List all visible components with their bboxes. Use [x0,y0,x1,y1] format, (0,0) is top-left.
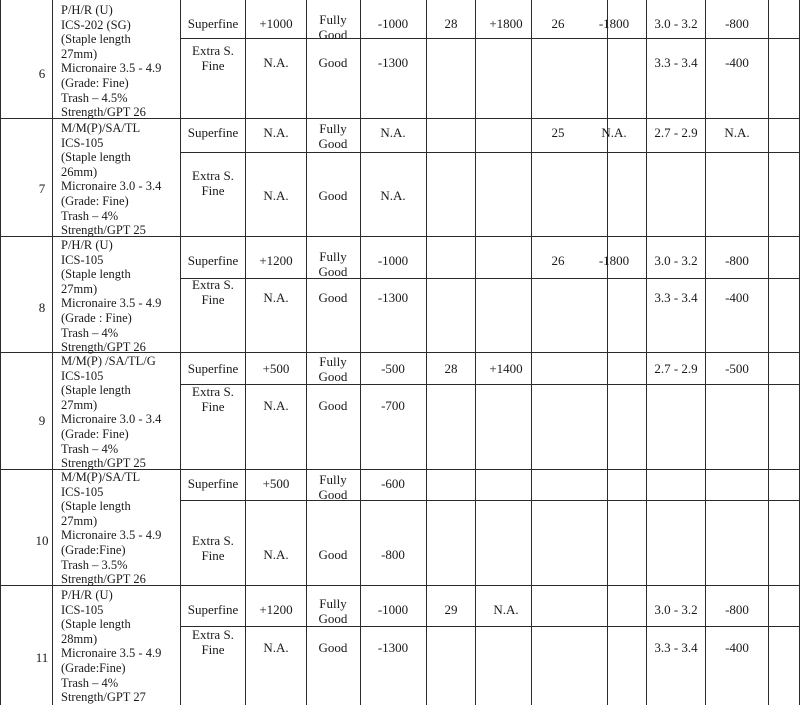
grade-label-extra-fine: Fine [201,183,225,198]
value-v2: -800 [381,547,405,562]
cotton-spec-line: 26mm) [61,164,98,179]
cotton-spec-line: (Grade: Fine) [61,427,129,441]
value-v2: -1000 [377,253,409,268]
value-v2: -700 [381,398,405,413]
cotton-spec-line: Strength/GPT 26 [61,340,146,355]
condition-label: Fully [319,596,347,611]
grade-label-superfine: Superfine [187,125,239,140]
cotton-spec-line: Micronaire 3.0 - 3.4 [61,179,162,194]
grade-label-extra-fine: Fine [201,642,225,657]
value-last: -500 [725,361,749,376]
condition-label: Good [318,369,348,384]
cotton-spec-line: ICS-105 [61,368,104,383]
cotton-spec-line: ICS-105 [61,135,104,150]
value-cond: Good [318,640,348,655]
value-v2: -1300 [377,290,409,305]
value-mic: 2.7 - 2.9 [654,125,698,140]
value-last: N.A. [724,125,750,140]
cotton-spec-line: Micronaire 3.5 - 4.9 [61,646,162,661]
value-v2: -1300 [377,55,409,70]
cotton-spec-line: Trash – 3.5% [61,557,128,572]
value-v2: -500 [381,361,405,376]
cotton-spec-line: M/M(P) /SA/TL/G [61,354,156,368]
condition-label: Good [318,487,348,502]
condition-label: Fully [319,249,347,264]
cotton-spec-line: (Staple length [61,499,131,514]
row-number: 10 [35,533,49,548]
price-value: N.A. [263,125,289,140]
grade-label-superfine: Superfine [187,602,239,617]
grade-label-extra-fine: Fine [201,399,225,414]
value-len1: 28 [444,16,458,31]
cotton-spec-line: 27mm) [61,46,98,61]
value-cond: Good [318,398,348,413]
value-last: -400 [725,640,749,655]
value-v2: -1300 [377,640,409,655]
row-number: 8 [38,300,46,315]
cotton-spec-line: (Staple length [61,150,131,165]
cotton-spec-line: Strength/GPT 25 [61,223,146,238]
cotton-spec-line: (Grade:Fine) [61,543,126,557]
grade-label-extra-fine: Extra S. [192,168,234,183]
price-value: +500 [262,361,290,376]
grade-label-extra-fine: Extra S. [192,277,234,292]
value-mic: 2.7 - 2.9 [654,361,698,376]
condition-label: Fully [319,472,347,487]
value-cond: Good [318,290,348,305]
value-len2: 26 [551,16,565,31]
cotton-spec-line: 28mm) [61,631,98,646]
grade-label-extra-fine: Fine [201,548,225,563]
cotton-spec-line: Trash – 4% [61,441,119,456]
cotton-spec-line: Strength/GPT 26 [61,105,146,120]
value-prem2: -1800 [598,253,630,268]
condition-label: Good [318,136,348,151]
value-prem2: -1800 [598,16,630,31]
condition-label: Fully [319,121,347,136]
cotton-spec-line: Micronaire 3.5 - 4.9 [61,61,162,76]
cotton-spec-line: P/H/R (U) [61,3,113,17]
cotton-spec-line: P/H/R (U) [61,238,113,252]
price-value: +1200 [259,253,293,268]
subrow-divider [180,384,800,385]
price-value: +1200 [259,602,293,617]
value-v2: -1000 [377,602,409,617]
cotton-spec-line: (Grade:Fine) [61,661,126,675]
value-len1: 28 [444,361,458,376]
value-prem2: N.A. [601,125,627,140]
cotton-spec-line: Micronaire 3.0 - 3.4 [61,412,162,427]
cotton-spec-line: 27mm) [61,281,98,296]
cotton-spec-line: (Grade : Fine) [61,311,132,325]
value-len2: 25 [551,125,565,140]
row-number: 11 [35,650,49,665]
value-v2: N.A. [380,188,406,203]
value-v1: N.A. [263,55,289,70]
cotton-spec-line: Trash – 4.5% [61,90,128,105]
grade-label-extra-fine: Extra S. [192,533,234,548]
value-len2: 26 [551,253,565,268]
value-prem1: +1800 [489,16,523,31]
value-prem1: N.A. [493,602,519,617]
row-number: 7 [38,181,46,196]
grade-label-extra-fine: Fine [201,292,225,307]
condition-label: Fully [319,12,347,27]
value-prem1: +1400 [489,361,523,376]
grade-label-extra-fine: Fine [201,58,225,73]
cotton-spec-line: Trash – 4% [61,325,119,340]
cotton-spec-line: Strength/GPT 25 [61,456,146,471]
value-mic: 3.3 - 3.4 [654,640,698,655]
value-v1: N.A. [263,188,289,203]
condition-label: Fully [319,354,347,369]
value-last: -400 [725,55,749,70]
cotton-spec-line: ICS-105 [61,602,104,617]
grade-label-extra-fine: Extra S. [192,384,234,399]
cotton-spec-line: P/H/R (U) [61,588,113,602]
value-v1: N.A. [263,547,289,562]
value-mic: 3.0 - 3.2 [654,253,698,268]
subrow-divider [180,152,800,153]
condition-label: Good [318,27,348,42]
value-v2: -600 [381,476,405,491]
value-mic: 3.0 - 3.2 [654,602,698,617]
price-value: +500 [262,476,290,491]
condition-label: Good [318,611,348,626]
cotton-spec-line: 27mm) [61,397,98,412]
grade-label-extra-fine: Extra S. [192,43,234,58]
value-last: -800 [725,602,749,617]
value-last: -800 [725,16,749,31]
value-len1: 29 [444,602,458,617]
cotton-spec-line: Strength/GPT 26 [61,572,146,587]
subrow-divider [180,626,800,627]
grade-label-superfine: Superfine [187,16,239,31]
grade-label-superfine: Superfine [187,361,239,376]
value-last: -400 [725,290,749,305]
cotton-spec-line: 27mm) [61,513,98,528]
cotton-spec-line: (Staple length [61,617,131,632]
cotton-spec-line: M/M(P)/SA/TL [61,470,141,484]
cotton-spec-line: (Grade: Fine) [61,194,129,208]
price-value: +1000 [259,16,293,31]
value-v2: -1000 [377,16,409,31]
cotton-spec-line: (Staple length [61,383,131,398]
cotton-spec-line: Trash – 4% [61,208,119,223]
cotton-spec-line: M/M(P)/SA/TL [61,121,141,135]
grade-label-superfine: Superfine [187,476,239,491]
row-number: 6 [38,66,46,81]
row-number: 9 [38,413,46,428]
cotton-spec-line: Micronaire 3.5 - 4.9 [61,528,162,543]
cotton-spec-line: Micronaire 3.5 - 4.9 [61,296,162,311]
cotton-spec-line: Trash – 4% [61,675,119,690]
value-last: -800 [725,253,749,268]
cotton-spec-line: ICS-105 [61,484,104,499]
cotton-spec-line: (Staple length [61,32,131,47]
cotton-spec-line: (Grade: Fine) [61,76,129,90]
value-cond: Good [318,188,348,203]
value-mic: 3.3 - 3.4 [654,55,698,70]
grade-label-superfine: Superfine [187,253,239,268]
value-v2: N.A. [380,125,406,140]
value-v1: N.A. [263,398,289,413]
value-v1: N.A. [263,290,289,305]
value-mic: 3.3 - 3.4 [654,290,698,305]
value-v1: N.A. [263,640,289,655]
cotton-spec-line: ICS-105 [61,252,104,267]
cotton-spec-line: ICS-202 (SG) [61,17,131,32]
cotton-spec-line: (Staple length [61,267,131,282]
value-cond: Good [318,55,348,70]
value-cond: Good [318,547,348,562]
cotton-spec-line: Strength/GPT 27 [61,690,146,705]
condition-label: Good [318,264,348,279]
grade-label-extra-fine: Extra S. [192,627,234,642]
value-mic: 3.0 - 3.2 [654,16,698,31]
